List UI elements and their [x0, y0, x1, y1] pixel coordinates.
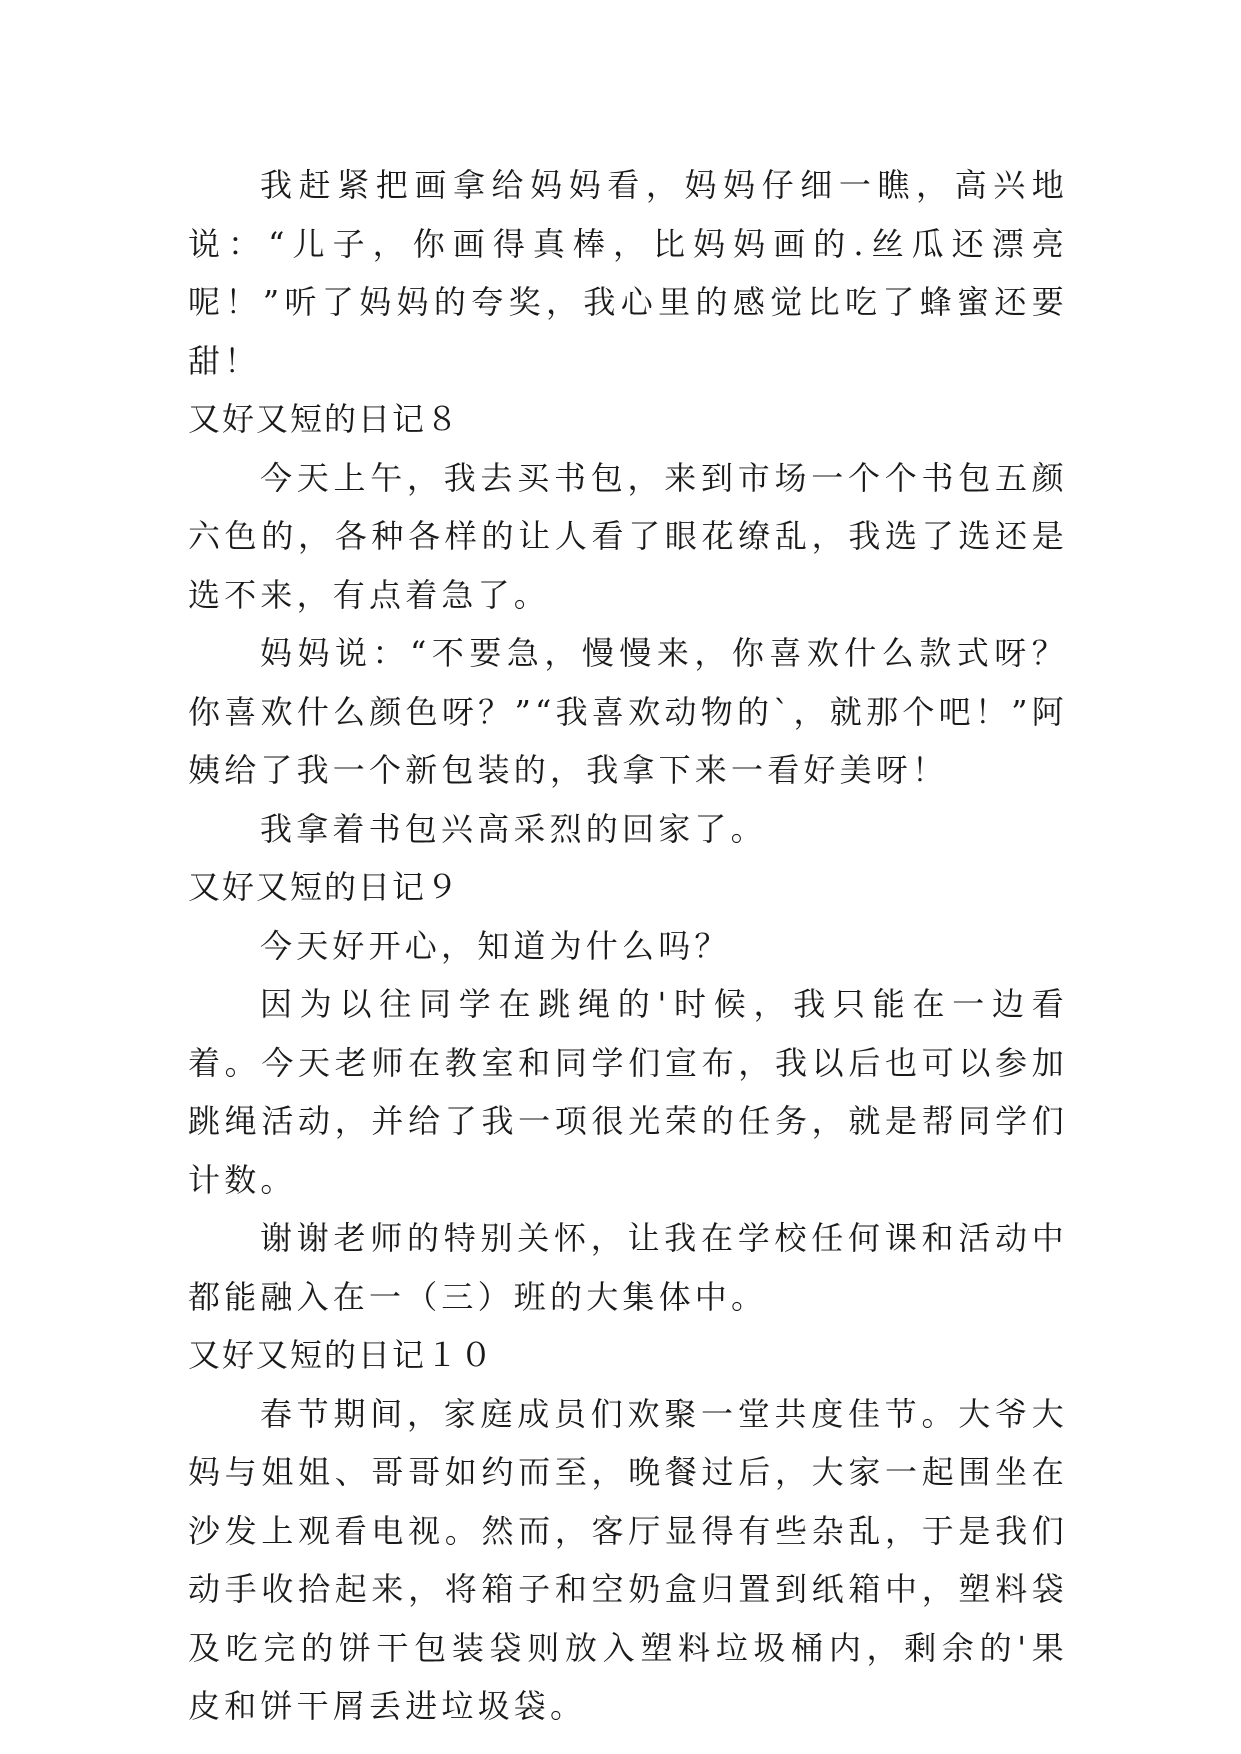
- section-heading: 又好又短的日记１０: [188, 1336, 495, 1374]
- paragraph: 我拿着书包兴高采烈的回家了。: [260, 809, 767, 848]
- document-body: [188, 156, 1068, 1736]
- paragraph: 谢谢老师的特别关怀，让我在学校任何课和活动中都能融入在一（三）班的大集体中。: [188, 1219, 1068, 1316]
- paragraph: 我赶紧把画拿给妈妈看，妈妈仔细一瞧，高兴地说：“儿子，你画得真棒，比妈妈画的.丝瓜还漂亮呢！”听了妈妈的夸奖，我心里的感觉比吃了蜂蜜还要甜！: [188, 166, 1068, 380]
- paragraph: 因为以往同学在跳绳的'时候，我只能在一边看着。今天老师在教室和同学们宣布，我以后也可以参加跳绳活动，并给了我一项很光荣的任务，就是帮同学们计数。: [188, 985, 1068, 1199]
- paragraph: 春节期间，家庭成员们欢聚一堂共度佳节。大爷大妈与姐姐、哥哥如约而至，晚餐过后，大家一起围坐在沙发上观看电视。然而，客厅显得有些杂乱，于是我们动手收拾起来，将箱子和空奶盒归置到纸箱中，塑料袋及吃完的饼干包装袋则放入塑料垃圾桶内，剩余的'果皮和饼干屑丢进垃圾袋。: [188, 1394, 1068, 1725]
- section-heading: 又好又短的日记９: [188, 868, 461, 906]
- paragraph: 妈妈说：“不要急，慢慢来，你喜欢什么款式呀？你喜欢什么颜色呀？”“我喜欢动物的`，就那个吧！”阿姨给了我一个新包装的，我拿下来一看好美呀！: [188, 634, 1068, 789]
- section-heading: 又好又短的日记８: [188, 400, 461, 438]
- paragraph: 今天上午，我去买书包，来到市场一个个书包五颜六色的，各种各样的让人看了眼花缭乱，我选了选还是选不来，有点着急了。: [188, 458, 1068, 614]
- paragraph: 今天好开心，知道为什么吗？: [260, 926, 731, 965]
